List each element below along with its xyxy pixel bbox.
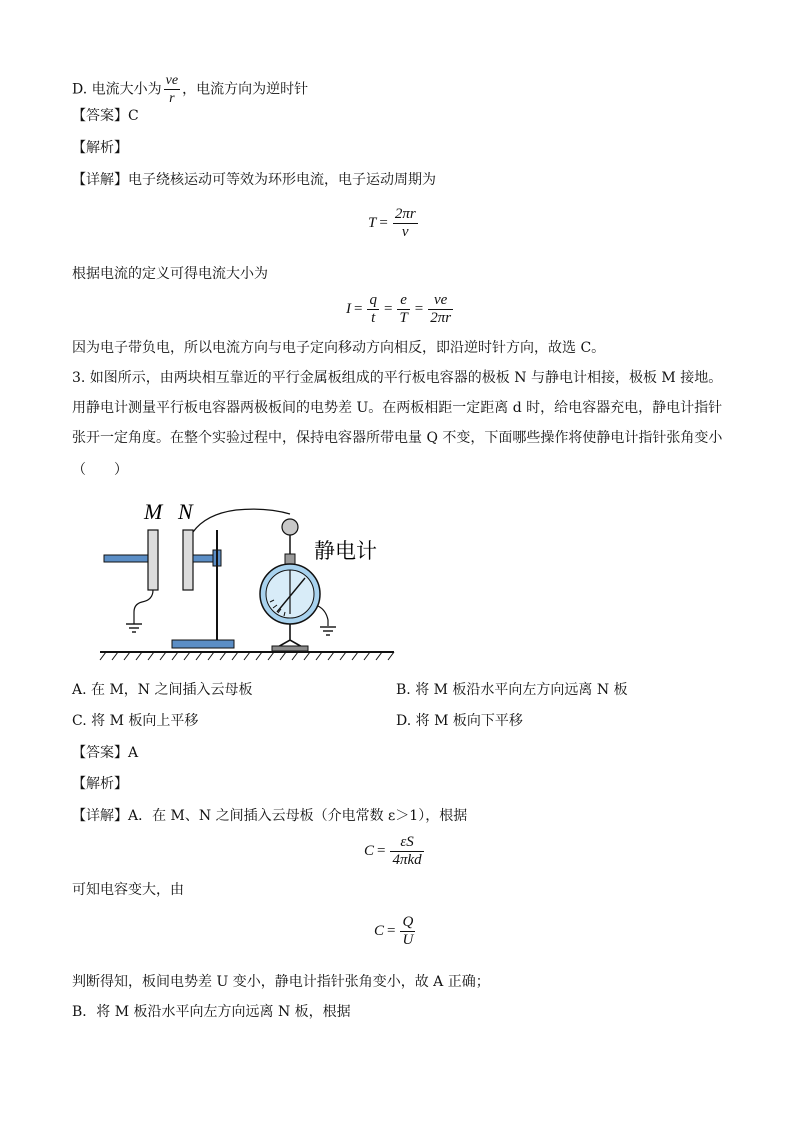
option-d-fraction: $\frac{ve}{r}$	[165, 73, 179, 106]
judge-line: 判断得知，板间电势差 U 变小，静电计指针张角变小，故 A 正确；	[72, 974, 490, 990]
plate-m	[148, 530, 158, 590]
q3-line1: 3. 如图所示，由两块相互靠近的平行金属板组成的平行板电容器的极板 N 与静电计相接，极板 M 接地。	[72, 370, 723, 386]
equation-period: T = $\frac{2\pi r}{v}$	[368, 206, 416, 240]
electrometer-base	[272, 646, 308, 651]
option-c: C. 将 M 板向上平移	[72, 713, 199, 729]
answer1-label: 【答案】	[72, 108, 128, 124]
option-b: B. 将 M 板沿水平向左方向远离 N 板	[396, 682, 628, 698]
equation-current: I = $\frac{q}{t}$ = $\frac{e}{T}$ = $\frac{ve}{2\pi r}$	[346, 292, 452, 326]
q3-line4: （ ）	[72, 462, 128, 478]
option-d2: D. 将 M 板向下平移	[396, 713, 523, 729]
analysis2-heading: 【解析】	[72, 776, 128, 792]
cap-line: 可知电容变大，由	[72, 882, 184, 898]
option-a: A. 在 M，N 之间插入云母板	[72, 682, 253, 698]
label-n: N	[178, 499, 193, 524]
answer2-label: 【答案】	[72, 745, 128, 761]
electrometer-ground-wire	[318, 606, 328, 626]
detail2-line	[72, 806, 467, 826]
q3-line2: 用静电计测量平行板电容器两极板间的电势差 U。在两板相距一定距离 d 时，给电容器充电，静电计指针	[72, 400, 723, 416]
option-d-line	[72, 72, 308, 107]
n-connecting-wire	[193, 509, 290, 532]
label-m: M	[144, 499, 163, 524]
electrometer-label: 静电计	[314, 539, 377, 563]
capacitor-electrometer-figure	[96, 494, 406, 664]
ground-symbol-electrometer	[320, 627, 336, 635]
equation-capacitance: C = $\frac{\varepsilon S}{\text{4πkd}}$	[364, 834, 422, 868]
ground-symbol-m	[126, 624, 142, 632]
option-d-label: D. 电流大小为	[72, 81, 162, 98]
electrometer-stand	[276, 624, 304, 648]
option-b-analysis-line: B．将 M 板沿水平向左方向远离 N 板，根据	[72, 1004, 351, 1020]
stand-base	[172, 640, 234, 648]
m-ground-wire	[134, 590, 153, 624]
detail1-text: 电子绕核运动可等效为环形电流，电子运动周期为	[128, 172, 436, 188]
q3-line3: 张开一定角度。在整个实验过程中，保持电容器所带电量 Q 不变，下面哪些操作将使静电计指针张角变小	[72, 430, 723, 446]
detail2-text: A．在 M、N 之间插入云母板（介电常数 ε＞1），根据	[128, 808, 468, 824]
floor-hatch	[100, 652, 394, 660]
electrometer-knob	[282, 519, 298, 535]
m-handle	[104, 555, 152, 562]
answer1-line	[72, 106, 139, 126]
analysis1-heading: 【解析】	[72, 140, 128, 156]
equation-charge: C = $\frac{Q}{U}$	[374, 914, 414, 948]
answer2-value: A	[128, 745, 139, 761]
option-d-tail: ，电流方向为逆时针	[182, 81, 309, 98]
detail1-line	[72, 170, 436, 190]
detail2-label: 【详解】	[72, 808, 128, 824]
detail1-label: 【详解】	[72, 172, 128, 188]
plate-n	[183, 530, 193, 590]
answer2-line	[72, 743, 138, 763]
answer1-value: C	[128, 108, 139, 124]
because-line: 因为电子带负电，所以电流方向与电子定向移动方向相反，即沿逆时针方向，故选 C。	[72, 340, 606, 356]
define-line: 根据电流的定义可得电流大小为	[72, 266, 268, 282]
